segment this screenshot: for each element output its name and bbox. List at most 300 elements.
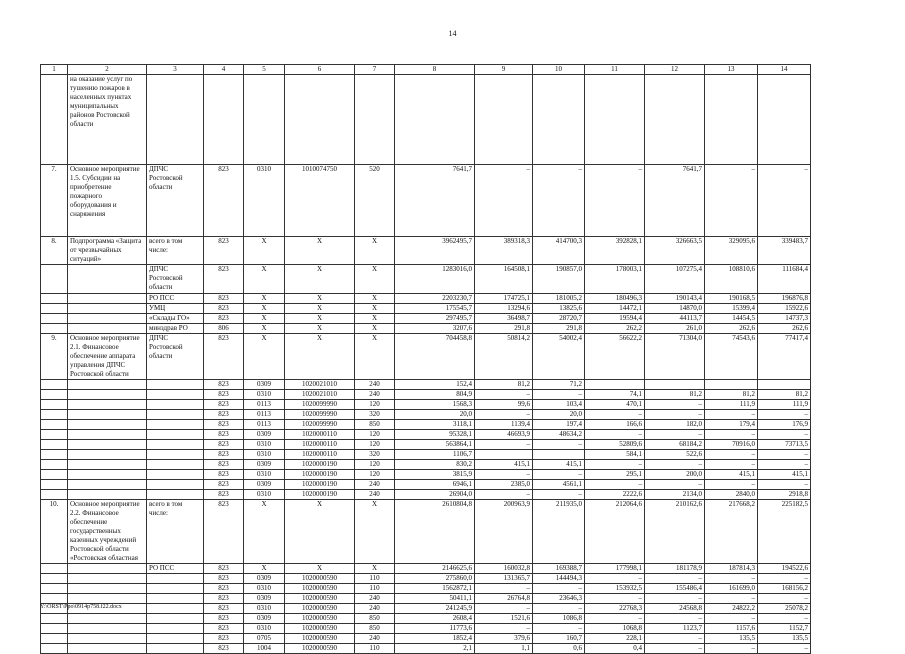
- table-cell: 2840,0: [705, 490, 758, 500]
- table-cell: 0309: [244, 480, 285, 490]
- table-cell: [41, 400, 68, 410]
- table-cell: 806: [204, 324, 244, 334]
- table-cell: 7641,7: [395, 165, 475, 237]
- table-cell: [147, 380, 204, 390]
- table-cell: 14870,0: [645, 304, 705, 314]
- table-row: [41, 604, 811, 614]
- table-cell: 0310: [244, 470, 285, 480]
- table-cell: 212064,6: [585, 500, 645, 564]
- table-cell: 329095,6: [705, 237, 758, 265]
- table-cell: [68, 644, 147, 654]
- table-cell: 120: [355, 400, 395, 410]
- table-cell: –: [645, 644, 705, 654]
- table-cell: 13294,6: [475, 304, 533, 314]
- table-row: [41, 420, 811, 430]
- table-cell: 52809,6: [585, 440, 645, 450]
- table-cell: 135,5: [758, 634, 811, 644]
- table-cell: [41, 614, 68, 624]
- table-row: [41, 400, 811, 410]
- table-cell: 241245,9: [395, 604, 475, 614]
- table-cell: 240: [355, 594, 395, 604]
- table-cell: –: [475, 604, 533, 614]
- header-cell: 3: [147, 65, 204, 75]
- table-cell: [758, 75, 811, 165]
- table-cell: 823: [204, 490, 244, 500]
- table-cell: 25078,2: [758, 604, 811, 614]
- table-row: [41, 470, 811, 480]
- table-row: [41, 574, 811, 584]
- table-cell: [41, 75, 68, 165]
- table-cell: [41, 324, 68, 334]
- table-row: [41, 584, 811, 594]
- table-cell: 823: [204, 334, 244, 380]
- table-cell: Х: [355, 314, 395, 324]
- table-cell: [41, 624, 68, 634]
- table-cell: –: [758, 165, 811, 237]
- table-cell: –: [705, 430, 758, 440]
- table-cell: [705, 75, 758, 165]
- table-cell: –: [645, 410, 705, 420]
- table-cell: [41, 314, 68, 324]
- table-cell: 68184,2: [645, 440, 705, 450]
- table-cell: 228,1: [585, 634, 645, 644]
- table-cell: 20,0: [533, 410, 585, 420]
- table-cell: 326663,5: [645, 237, 705, 265]
- table-cell: Х: [244, 314, 285, 324]
- table-cell: 211935,0: [533, 500, 585, 564]
- table-cell: [41, 430, 68, 440]
- table-row: [41, 450, 811, 460]
- table-cell: [68, 294, 147, 304]
- table-cell: 320: [355, 410, 395, 420]
- table-cell: 0705: [244, 634, 285, 644]
- table-cell: 0310: [244, 604, 285, 614]
- table-cell: 1020000590: [285, 614, 355, 624]
- table-cell: 823: [204, 470, 244, 480]
- table-cell: –: [475, 410, 533, 420]
- table-cell: 1852,4: [395, 634, 475, 644]
- table-cell: 275860,0: [395, 574, 475, 584]
- table-cell: 71,2: [533, 380, 585, 390]
- table-cell: 1020000590: [285, 594, 355, 604]
- table-cell: –: [645, 614, 705, 624]
- table-cell: –: [758, 574, 811, 584]
- table-header-row: [41, 65, 811, 75]
- table-cell: –: [475, 165, 533, 237]
- table-cell: 522,6: [645, 450, 705, 460]
- table-row: [41, 380, 811, 390]
- table-cell: [68, 564, 147, 574]
- table-cell: 0309: [244, 380, 285, 390]
- table-cell: [41, 460, 68, 470]
- table-cell: 50814,2: [475, 334, 533, 380]
- table-cell: 240: [355, 604, 395, 614]
- header-cell: 7: [355, 65, 395, 75]
- table-cell: 520: [355, 165, 395, 237]
- table-cell: 804,9: [395, 390, 475, 400]
- table-cell: [147, 460, 204, 470]
- table-cell: –: [585, 614, 645, 624]
- table-cell: 0310: [244, 490, 285, 500]
- table-cell: 54002,4: [533, 334, 585, 380]
- table-cell: 26764,8: [475, 594, 533, 604]
- table-cell: –: [645, 594, 705, 604]
- table-cell: 0309: [244, 430, 285, 440]
- table-cell: УМЦ: [147, 304, 204, 314]
- table-cell: 95328,1: [395, 430, 475, 440]
- table-cell: [68, 584, 147, 594]
- table-cell: 1086,8: [533, 614, 585, 624]
- table-cell: 0310: [244, 390, 285, 400]
- table-cell: 9.: [41, 334, 68, 380]
- table-cell: –: [645, 460, 705, 470]
- header-cell: 6: [285, 65, 355, 75]
- table-cell: 190857,0: [533, 265, 585, 294]
- table-cell: [585, 380, 645, 390]
- table-cell: –: [758, 644, 811, 654]
- table-cell: 14454,5: [705, 314, 758, 324]
- table-cell: [68, 420, 147, 430]
- table-cell: 110: [355, 644, 395, 654]
- table-cell: Основное мероприятие 2.2. Финансовое обеспечение государственных казенных учреждений Ростовской области «Ростовская областная: [68, 500, 147, 564]
- table-cell: всего в том числе:: [147, 500, 204, 564]
- table-row: [41, 314, 811, 324]
- table-cell: Х: [355, 265, 395, 294]
- table-cell: [68, 634, 147, 644]
- table-row: [41, 237, 811, 265]
- table-cell: [533, 450, 585, 460]
- table-cell: –: [758, 614, 811, 624]
- table-cell: 823: [204, 450, 244, 460]
- table-cell: 823: [204, 265, 244, 294]
- table-cell: Х: [285, 237, 355, 265]
- table-cell: 823: [204, 314, 244, 324]
- table-cell: 81,2: [475, 380, 533, 390]
- table-cell: 1020099990: [285, 400, 355, 410]
- table-cell: [147, 480, 204, 490]
- table-cell: 200,0: [645, 470, 705, 480]
- table-cell: 4561,1: [533, 480, 585, 490]
- table-cell: 823: [204, 564, 244, 574]
- table-cell: [41, 304, 68, 314]
- table-cell: 1020000110: [285, 450, 355, 460]
- table-cell: –: [475, 390, 533, 400]
- table-cell: –: [533, 604, 585, 614]
- table-cell: 181178,9: [645, 564, 705, 574]
- table-cell: –: [758, 594, 811, 604]
- table-cell: –: [533, 440, 585, 450]
- table-cell: 823: [204, 420, 244, 430]
- table-row: [41, 624, 811, 634]
- table-cell: 48634,2: [533, 430, 585, 440]
- table-cell: 0309: [244, 460, 285, 470]
- table-cell: 1020000190: [285, 470, 355, 480]
- table-cell: 144494,3: [533, 574, 585, 584]
- table-row: [41, 165, 811, 237]
- table-cell: 44113,7: [645, 314, 705, 324]
- table-cell: –: [645, 574, 705, 584]
- table-cell: 153932,5: [585, 584, 645, 594]
- table-row: [41, 500, 811, 564]
- table-cell: 8.: [41, 237, 68, 265]
- table-cell: Основное мероприятие 1.5. Субсидии на приобретение пожарного оборудования и снаряжения: [68, 165, 147, 237]
- table-cell: 823: [204, 624, 244, 634]
- table-cell: [585, 75, 645, 165]
- table-cell: 823: [204, 644, 244, 654]
- table-cell: 1106,7: [395, 450, 475, 460]
- header-cell: 12: [645, 65, 705, 75]
- table-cell: 13825,6: [533, 304, 585, 314]
- table-cell: [475, 450, 533, 460]
- table-cell: 20,0: [395, 410, 475, 420]
- table-cell: 295,1: [585, 470, 645, 480]
- table-cell: Подпрограмма «Защита от чрезвычайных ситуаций»: [68, 237, 147, 265]
- table-cell: 823: [204, 480, 244, 490]
- table-cell: [41, 480, 68, 490]
- table-cell: [68, 430, 147, 440]
- table-cell: 120: [355, 440, 395, 450]
- table-cell: [147, 584, 204, 594]
- table-cell: 0309: [244, 594, 285, 604]
- table-cell: 297495,7: [395, 314, 475, 324]
- table-cell: –: [585, 574, 645, 584]
- table-cell: 0310: [244, 624, 285, 634]
- table-cell: Х: [285, 265, 355, 294]
- table-cell: [147, 490, 204, 500]
- table-cell: [41, 440, 68, 450]
- table-cell: 1020000590: [285, 634, 355, 644]
- table-cell: 74,1: [585, 390, 645, 400]
- table-cell: –: [475, 470, 533, 480]
- table-cell: 74543,6: [705, 334, 758, 380]
- header-cell: 13: [705, 65, 758, 75]
- table-row: [41, 304, 811, 314]
- table-cell: ДПЧС Ростовской области: [147, 165, 204, 237]
- table-cell: 262,2: [585, 324, 645, 334]
- table-row: [41, 324, 811, 334]
- table-cell: [68, 470, 147, 480]
- table-cell: –: [475, 440, 533, 450]
- table-cell: 110: [355, 584, 395, 594]
- table-cell: Х: [244, 334, 285, 380]
- table-cell: 161699,0: [705, 584, 758, 594]
- table-cell: 50411,1: [395, 594, 475, 604]
- table-cell: Х: [285, 294, 355, 304]
- table-cell: [147, 440, 204, 450]
- table-cell: [244, 75, 285, 165]
- table-cell: [41, 265, 68, 294]
- table-cell: 77417,4: [758, 334, 811, 380]
- table-cell: 28720,7: [533, 314, 585, 324]
- table-cell: 7.: [41, 165, 68, 237]
- table-cell: 1004: [244, 644, 285, 654]
- table-cell: [645, 75, 705, 165]
- table-cell: Х: [244, 324, 285, 334]
- table-cell: 240: [355, 390, 395, 400]
- table-cell: 46693,9: [475, 430, 533, 440]
- table-cell: 0310: [244, 440, 285, 450]
- table-cell: –: [475, 490, 533, 500]
- table-cell: –: [705, 450, 758, 460]
- table-cell: 823: [204, 604, 244, 614]
- table-cell: 823: [204, 634, 244, 644]
- table-cell: 823: [204, 390, 244, 400]
- table-cell: –: [705, 165, 758, 237]
- table-cell: 1020000190: [285, 460, 355, 470]
- table-cell: всего в том числе:: [147, 237, 204, 265]
- table-cell: 0,4: [585, 644, 645, 654]
- table-cell: [68, 624, 147, 634]
- table-row: [41, 614, 811, 624]
- table-cell: 120: [355, 470, 395, 480]
- table-cell: 1068,8: [585, 624, 645, 634]
- table-cell: –: [533, 584, 585, 594]
- table-cell: –: [758, 430, 811, 440]
- table-cell: Х: [244, 265, 285, 294]
- table-cell: ДПЧС Ростовской области: [147, 265, 204, 294]
- header-cell: 8: [395, 65, 475, 75]
- table-row: [41, 460, 811, 470]
- table-cell: [68, 304, 147, 314]
- table-cell: 190168,5: [705, 294, 758, 304]
- table-cell: 392828,1: [585, 237, 645, 265]
- table-row: [41, 410, 811, 420]
- table-row: [41, 594, 811, 604]
- header-cell: 9: [475, 65, 533, 75]
- table-cell: Х: [355, 334, 395, 380]
- header-cell: 2: [68, 65, 147, 75]
- table-cell: 3962495,7: [395, 237, 475, 265]
- table-cell: 24822,2: [705, 604, 758, 614]
- table-cell: [147, 450, 204, 460]
- table-cell: Х: [285, 564, 355, 574]
- table-cell: 111,9: [705, 400, 758, 410]
- table-cell: [41, 644, 68, 654]
- table-cell: 1562872,1: [395, 584, 475, 594]
- table-cell: Х: [285, 324, 355, 334]
- table-cell: [68, 480, 147, 490]
- table-row: [41, 490, 811, 500]
- table-cell: 0310: [244, 165, 285, 237]
- table-cell: 1020021010: [285, 390, 355, 400]
- table-cell: 262,6: [758, 324, 811, 334]
- header-cell: 14: [758, 65, 811, 75]
- table-row: [41, 265, 811, 294]
- table-cell: 0310: [244, 584, 285, 594]
- table-cell: –: [705, 594, 758, 604]
- table-cell: 1123,7: [645, 624, 705, 634]
- table-cell: 1,1: [475, 644, 533, 654]
- table-cell: [147, 420, 204, 430]
- table-cell: 2146625,6: [395, 564, 475, 574]
- table-cell: 71304,0: [645, 334, 705, 380]
- header-cell: 5: [244, 65, 285, 75]
- table-cell: 414700,3: [533, 237, 585, 265]
- table-cell: 1283016,0: [395, 265, 475, 294]
- budget-table: [40, 64, 811, 654]
- table-cell: –: [705, 574, 758, 584]
- table-cell: 36498,7: [475, 314, 533, 324]
- table-cell: 1020000590: [285, 624, 355, 634]
- table-cell: 152,4: [395, 380, 475, 390]
- table-cell: –: [585, 480, 645, 490]
- table-cell: 291,8: [475, 324, 533, 334]
- table-cell: 320: [355, 450, 395, 460]
- table-cell: 217668,2: [705, 500, 758, 564]
- table-cell: 823: [204, 574, 244, 584]
- table-cell: [204, 75, 244, 165]
- table-cell: 823: [204, 400, 244, 410]
- table-cell: 1568,3: [395, 400, 475, 410]
- table-cell: 14472,1: [585, 304, 645, 314]
- table-cell: [68, 460, 147, 470]
- table-cell: 850: [355, 420, 395, 430]
- table-cell: 155486,4: [645, 584, 705, 594]
- table-cell: [533, 75, 585, 165]
- table-cell: 0113: [244, 400, 285, 410]
- table-cell: [147, 624, 204, 634]
- table-cell: Х: [355, 500, 395, 564]
- table-cell: Х: [285, 304, 355, 314]
- table-cell: –: [585, 594, 645, 604]
- table-cell: 179,4: [705, 420, 758, 430]
- table-cell: 823: [204, 460, 244, 470]
- table-cell: 415,1: [758, 470, 811, 480]
- table-cell: [41, 380, 68, 390]
- table-cell: [68, 324, 147, 334]
- table-row: [41, 430, 811, 440]
- table-cell: 160032,8: [475, 564, 533, 574]
- table-cell: 823: [204, 380, 244, 390]
- table-cell: на оказание услуг по тушению пожаров в населенных пунктах муниципальных районов Ростовской области: [68, 75, 147, 165]
- table-cell: 169388,7: [533, 564, 585, 574]
- table-cell: –: [645, 634, 705, 644]
- table-cell: 120: [355, 430, 395, 440]
- table-cell: 0309: [244, 614, 285, 624]
- table-cell: 6946,1: [395, 480, 475, 490]
- table-cell: [68, 380, 147, 390]
- table-cell: 339483,7: [758, 237, 811, 265]
- table-cell: [41, 584, 68, 594]
- table-cell: [41, 594, 68, 604]
- table-cell: Х: [244, 500, 285, 564]
- table-cell: [41, 490, 68, 500]
- table-cell: 2203230,7: [395, 294, 475, 304]
- table-cell: [68, 450, 147, 460]
- table-cell: 7641,7: [645, 165, 705, 237]
- table-cell: 187814,3: [705, 564, 758, 574]
- table-cell: 81,2: [705, 390, 758, 400]
- table-cell: 1020000590: [285, 574, 355, 584]
- table-cell: –: [705, 614, 758, 624]
- table-cell: [41, 564, 68, 574]
- table-row: [41, 634, 811, 644]
- table-cell: 160,7: [533, 634, 585, 644]
- table-cell: 15399,4: [705, 304, 758, 314]
- table-cell: [68, 265, 147, 294]
- table-cell: 182,0: [645, 420, 705, 430]
- table-cell: 181005,2: [533, 294, 585, 304]
- table-cell: [705, 380, 758, 390]
- table-row: [41, 75, 811, 165]
- table-cell: 81,2: [758, 390, 811, 400]
- table-cell: [41, 470, 68, 480]
- table-cell: 823: [204, 304, 244, 314]
- table-cell: [147, 470, 204, 480]
- table-cell: 470,1: [585, 400, 645, 410]
- table-cell: [68, 440, 147, 450]
- table-cell: 823: [204, 165, 244, 237]
